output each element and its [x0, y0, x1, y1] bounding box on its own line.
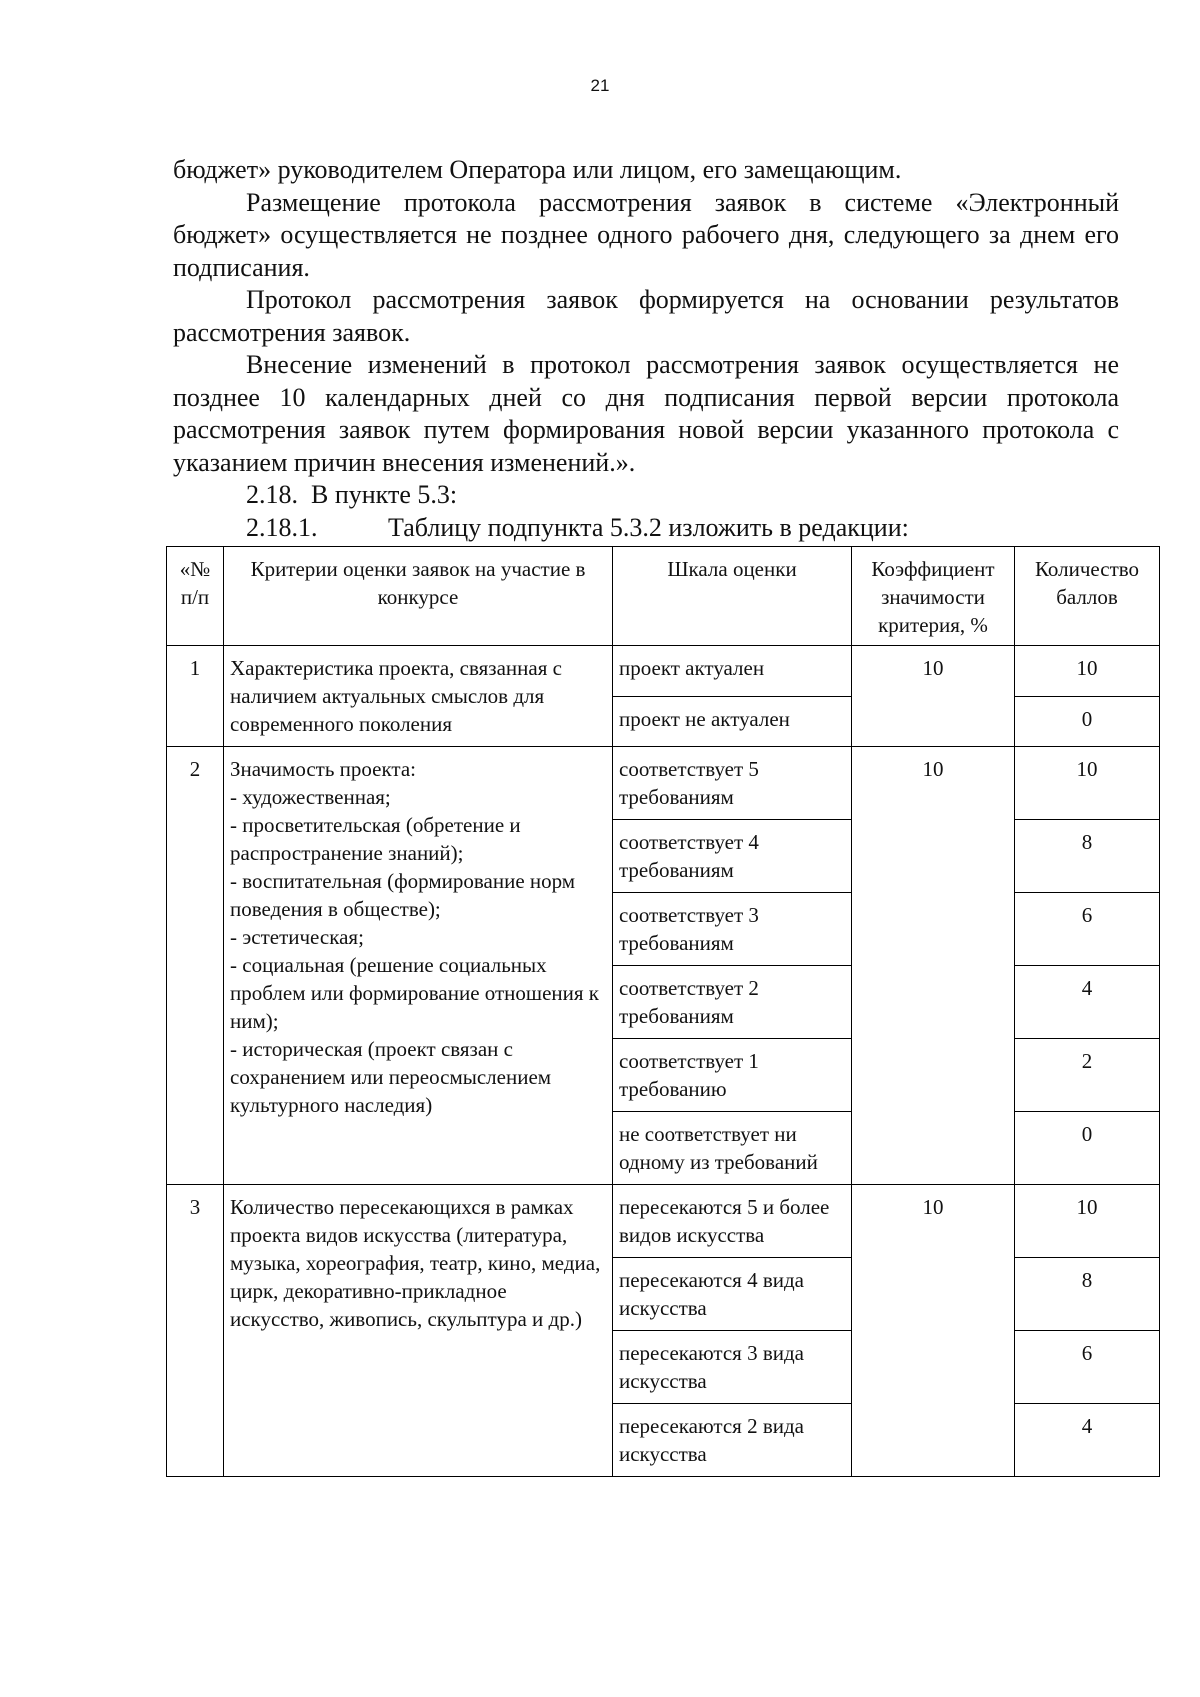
- row-points: 4: [1015, 1404, 1160, 1477]
- row-scale: пересекаются 3 вида искусства: [613, 1331, 852, 1404]
- row-points: 4: [1015, 966, 1160, 1039]
- subsection-heading: [173, 512, 1119, 545]
- table-row: [167, 1185, 1160, 1258]
- row-num: 3: [167, 1185, 224, 1477]
- row-scale: пересекаются 4 вида искусства: [613, 1258, 852, 1331]
- body-text: [173, 154, 1119, 544]
- table-row: [167, 747, 1160, 820]
- paragraph: бюджет» руководителем Оператора или лицом, его замещающим.: [173, 155, 902, 184]
- paragraph: Размещение протокола рассмотрения заявок в системе «Электронный бюджет» осуществляется не позднее одного рабочего дня, следующего за днем его подписания.: [173, 187, 1119, 282]
- row-scale: соответствует 3 требованиям: [613, 893, 852, 966]
- row-points: 8: [1015, 1258, 1160, 1331]
- row-points: 10: [1015, 1185, 1160, 1258]
- subsection-number: 2.18.1.: [246, 512, 318, 542]
- table-row: [167, 646, 1160, 697]
- row-scale: соответствует 2 требованиям: [613, 966, 852, 1039]
- row-scale: соответствует 1 требованию: [613, 1039, 852, 1112]
- paragraph: Протокол рассмотрения заявок формируется на основании результатов рассмотрения заявок.: [173, 285, 1119, 347]
- table-header-row: [167, 547, 1160, 646]
- row-scale: пересекаются 5 и более видов искусства: [613, 1185, 852, 1258]
- row-criteria: Количество пересекающихся в рамках проекта видов искусства (литература, музыка, хореография, театр, кино, медиа, цирк, декоративно-прикладное искусство, живопись, скульптура и др.): [224, 1185, 613, 1477]
- row-scale: пересекаются 2 вида искусства: [613, 1404, 852, 1477]
- row-scale: проект не актуален: [613, 696, 852, 747]
- row-scale: проект актуален: [613, 646, 852, 697]
- row-scale: соответствует 5 требованиям: [613, 747, 852, 820]
- row-num: 1: [167, 646, 224, 747]
- row-points: 0: [1015, 1112, 1160, 1185]
- row-num: 2: [167, 747, 224, 1185]
- row-points: 6: [1015, 1331, 1160, 1404]
- row-points: 2: [1015, 1039, 1160, 1112]
- criteria-table: [166, 546, 1160, 1477]
- row-scale: не соответствует ни одному из требований: [613, 1112, 852, 1185]
- header-points: Количество баллов: [1015, 547, 1160, 646]
- page-number: 21: [590, 76, 610, 95]
- row-points: 8: [1015, 820, 1160, 893]
- subsection-heading: 2.18. В пункте 5.3:: [246, 480, 458, 509]
- row-criteria: Характеристика проекта, связанная с наличием актуальных смыслов для современного поколения: [224, 646, 613, 747]
- row-points: 10: [1015, 747, 1160, 820]
- row-coef: 10: [852, 646, 1015, 747]
- row-criteria: Значимость проекта: - художественная; - просветительская (обретение и распространение знаний); - воспитательная (формирование норм поведения в обществе); - эстетическая; - социальная (решение социальных проблем или формирование отношения к ним); - историческая (проект связан с сохранением или переосмыслением культурного наследия): [224, 747, 613, 1185]
- row-points: 0: [1015, 696, 1160, 747]
- subsection-text: Таблицу подпункта 5.3.2 изложить в редакции:: [388, 512, 909, 542]
- paragraph: Внесение изменений в протокол рассмотрения заявок осуществляется не позднее 10 календарных дней со дня подписания первой версии протокола рассмотрения заявок путем формирования новой версии указанного протокола с указанием причин внесения изменений.».: [173, 350, 1119, 477]
- row-scale: соответствует 4 требованиям: [613, 820, 852, 893]
- header-scale: Шкала оценки: [613, 547, 852, 646]
- header-num: «№ п/п: [167, 547, 224, 646]
- row-points: 10: [1015, 646, 1160, 697]
- row-coef: 10: [852, 1185, 1015, 1477]
- header-coef: Коэффициент значимости критерия, %: [852, 547, 1015, 646]
- row-points: 6: [1015, 893, 1160, 966]
- row-coef: 10: [852, 747, 1015, 1185]
- header-criteria: Критерии оценки заявок на участие в конкурсе: [224, 547, 613, 646]
